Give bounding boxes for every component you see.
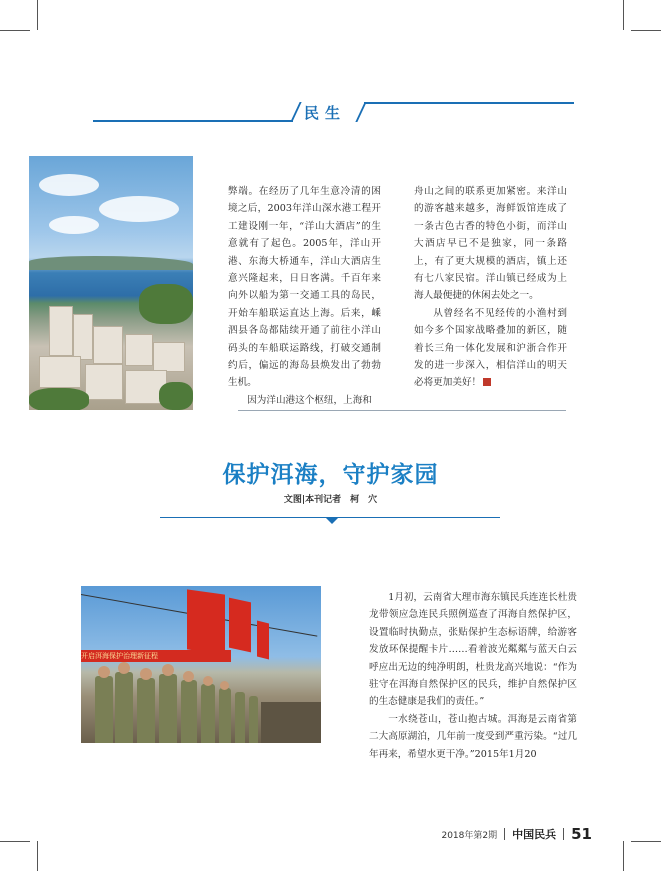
magazine-name: 中国民兵 — [512, 828, 557, 841]
section-rule-left — [93, 120, 293, 122]
crop-mark — [623, 841, 624, 871]
page-footer — [441, 825, 592, 843]
crop-mark — [631, 841, 661, 842]
crop-mark — [623, 0, 624, 30]
article2-paragraph: 一水绕苍山，苍山抱古城。洱海是云南省第二大高原湖泊，几年前一度受到严重污染。“过几年再来，希望水更干净。”2015年1月20 — [369, 713, 577, 760]
crop-mark — [0, 841, 30, 842]
page-number: 51 — [571, 825, 592, 843]
article2-byline: 文图|本刊记者 柯 穴 — [283, 495, 378, 505]
article1-column-2 — [414, 183, 567, 392]
article1-paragraph: 弊端。在经历了几年生意冷清的困境之后，2003年洋山深水港工程开工建设刚一年，“洋山大酒店”的生意就有了起色。2005年，洋山开港、东海大桥通车，洋山大酒店生意兴隆起来，日日客满。千百年来向外以船为第一交通工具的岛民，开始车船联运直达上海。后来，嵊泗县各岛都陆续开通了前往小洋山码头的车船联运路线，打破交通制约后，偏远的海岛县焕发出了勃勃生机。 — [228, 186, 381, 389]
footer-separator — [504, 828, 505, 840]
article2-paragraph: 1月初，云南省大理市海东镇民兵连连长杜贵龙带领应急连民兵照例巡查了洱海自然保护区，设置临时执勤点，张贴保护生态标语牌，给游客发放环保提醒卡片……看着波光粼粼与蓝天白云呼应出无边的纯净明朗，杜贵龙高兴地说：“作为驻守在洱海自然保护区的民兵，维护自然保护区的生态健康是我们的责任。” — [369, 592, 577, 708]
article2-column — [369, 589, 577, 763]
section-slash-right — [355, 102, 366, 122]
crop-mark — [37, 841, 38, 871]
article2-title: 保护洱海，守护家园 — [222, 462, 439, 488]
photo-banner: 开启洱海保护治理新征程 — [81, 650, 231, 662]
article1-column-1 — [228, 183, 381, 409]
article1-paragraph: 舟山之间的联系更加紧密。来洋山的游客越来越多，海鲜饭馆连成了一条古色古香的特色小街，而洋山大酒店早已不是独家，同一条路上，有了更大规模的酒店，镇上还有七八家民宿。洋山镇已经成为上海人最便捷的休闲去处之一。 — [414, 186, 567, 302]
section-rule-right — [364, 102, 574, 104]
title-underline-triangle-icon — [326, 518, 338, 524]
article1-paragraph: 从曾经名不见经传的小渔村到如今多个国家战略叠加的新区，随着长三角一体化发展和沪浙合作开发的进一步深入，相信洋山的明天必将更加美好！ — [414, 307, 567, 389]
militia-photo — [81, 586, 321, 743]
crop-mark — [631, 30, 661, 31]
end-mark-icon — [483, 378, 491, 386]
crop-mark — [37, 0, 38, 30]
harbor-photo — [29, 156, 193, 410]
article-divider — [238, 410, 566, 411]
crop-mark — [0, 30, 30, 31]
issue-label: 2018年第2期 — [441, 830, 498, 841]
section-title: 民生 — [304, 104, 347, 122]
section-slash-left — [290, 102, 301, 122]
footer-separator — [563, 828, 564, 840]
article1-paragraph: 因为洋山港这个枢纽，上海和 — [247, 394, 372, 406]
